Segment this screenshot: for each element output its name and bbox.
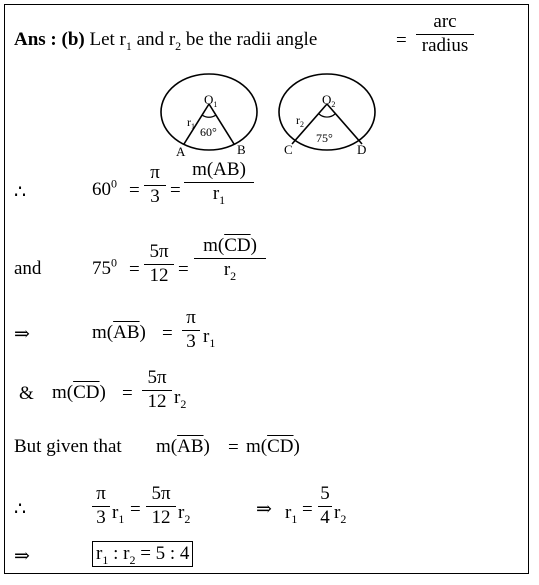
therefore-symbol-2: ∴ bbox=[14, 499, 27, 520]
line1-lhs: $60^0$ bbox=[92, 176, 117, 200]
line4-arc-measure: $m(\overline{CD})$ bbox=[52, 382, 106, 403]
answer-label: Ans : (b) bbox=[14, 29, 85, 50]
line6-r1: $r_1$ bbox=[112, 502, 125, 526]
line6-frac3: 5 4 bbox=[318, 484, 332, 529]
implies-symbol-2: ⇒ bbox=[256, 499, 272, 520]
line3-eq: = bbox=[162, 323, 173, 344]
line1-eq1: = bbox=[129, 180, 140, 201]
final-result-box: $r_1$ : $r_2 = 5$ : 4 bbox=[92, 541, 193, 567]
but-given-text: But given that bbox=[14, 436, 122, 457]
header-fraction-num: arc bbox=[433, 11, 457, 32]
line2-eq2: = bbox=[178, 259, 189, 280]
line4-frac: 5π 12 bbox=[142, 368, 172, 413]
line6-eq2: = bbox=[302, 499, 313, 520]
point-d-label: D bbox=[357, 142, 367, 157]
line1-frac1: π 3 bbox=[144, 163, 166, 208]
line6-r3: $r_1$ bbox=[285, 502, 298, 526]
circle-1-angle-label: 60° bbox=[200, 125, 217, 139]
line3-arc-measure: $m(\overline{AB})$ bbox=[92, 322, 146, 343]
circle-2-radius-label: $r_2$ bbox=[296, 113, 304, 129]
line2-frac1: 5π 12 bbox=[144, 242, 174, 287]
circle-1-center-label: $O_1$ bbox=[204, 92, 218, 109]
line5-eq: = bbox=[228, 437, 239, 458]
circle-1-radius-label: $r_1$ bbox=[187, 115, 195, 131]
circles-figure bbox=[150, 72, 380, 160]
therefore-symbol-1: ∴ bbox=[14, 182, 27, 203]
line6-r4: $r_2$ bbox=[334, 502, 347, 526]
line6-frac1: π 3 bbox=[92, 484, 110, 529]
header-fraction bbox=[416, 12, 474, 57]
point-a-label: A bbox=[176, 144, 186, 159]
line2-lhs: $75^0$ bbox=[92, 255, 117, 279]
line6-r2: $r_2$ bbox=[178, 502, 191, 526]
line3-frac: π 3 bbox=[182, 308, 200, 353]
point-b-label: B bbox=[237, 142, 246, 157]
line1-eq2: = bbox=[170, 180, 181, 201]
line1-frac2: m(AB) $r_1$ bbox=[184, 160, 254, 205]
and-label: and bbox=[14, 258, 42, 279]
line2-eq1: = bbox=[129, 259, 140, 280]
line6-eq: = bbox=[130, 499, 141, 520]
line4-eq: = bbox=[122, 383, 133, 404]
line3-r: $r_1$ bbox=[203, 326, 216, 350]
line6-frac2: 5π 12 bbox=[146, 484, 176, 529]
point-c-label: C bbox=[284, 142, 293, 157]
circle-2-angle-arc bbox=[319, 114, 335, 117]
header-equals: = bbox=[396, 30, 407, 51]
circle-1-angle-arc bbox=[202, 115, 216, 117]
header-line bbox=[14, 29, 318, 53]
implies-symbol-3: ⇒ bbox=[14, 546, 30, 567]
line5-arc-cd: $m(\overline{CD})$ bbox=[246, 436, 300, 457]
line4-r: $r_2$ bbox=[174, 387, 187, 411]
line5-arc-ab: $m(\overline{AB})$ bbox=[156, 436, 210, 457]
header-let-text: Let $r_1$ and $r_2$ be the radii angle bbox=[89, 29, 318, 53]
implies-symbol-1: ⇒ bbox=[14, 324, 30, 345]
circle-2-angle-label: 75° bbox=[316, 131, 333, 145]
header-fraction-den: radius bbox=[421, 34, 469, 56]
line2-frac2: $m(\overline{CD})$ $r_2$ bbox=[194, 236, 266, 281]
circle-2-center-label: $O_2$ bbox=[322, 92, 336, 109]
ampersand-symbol: & bbox=[19, 383, 34, 404]
